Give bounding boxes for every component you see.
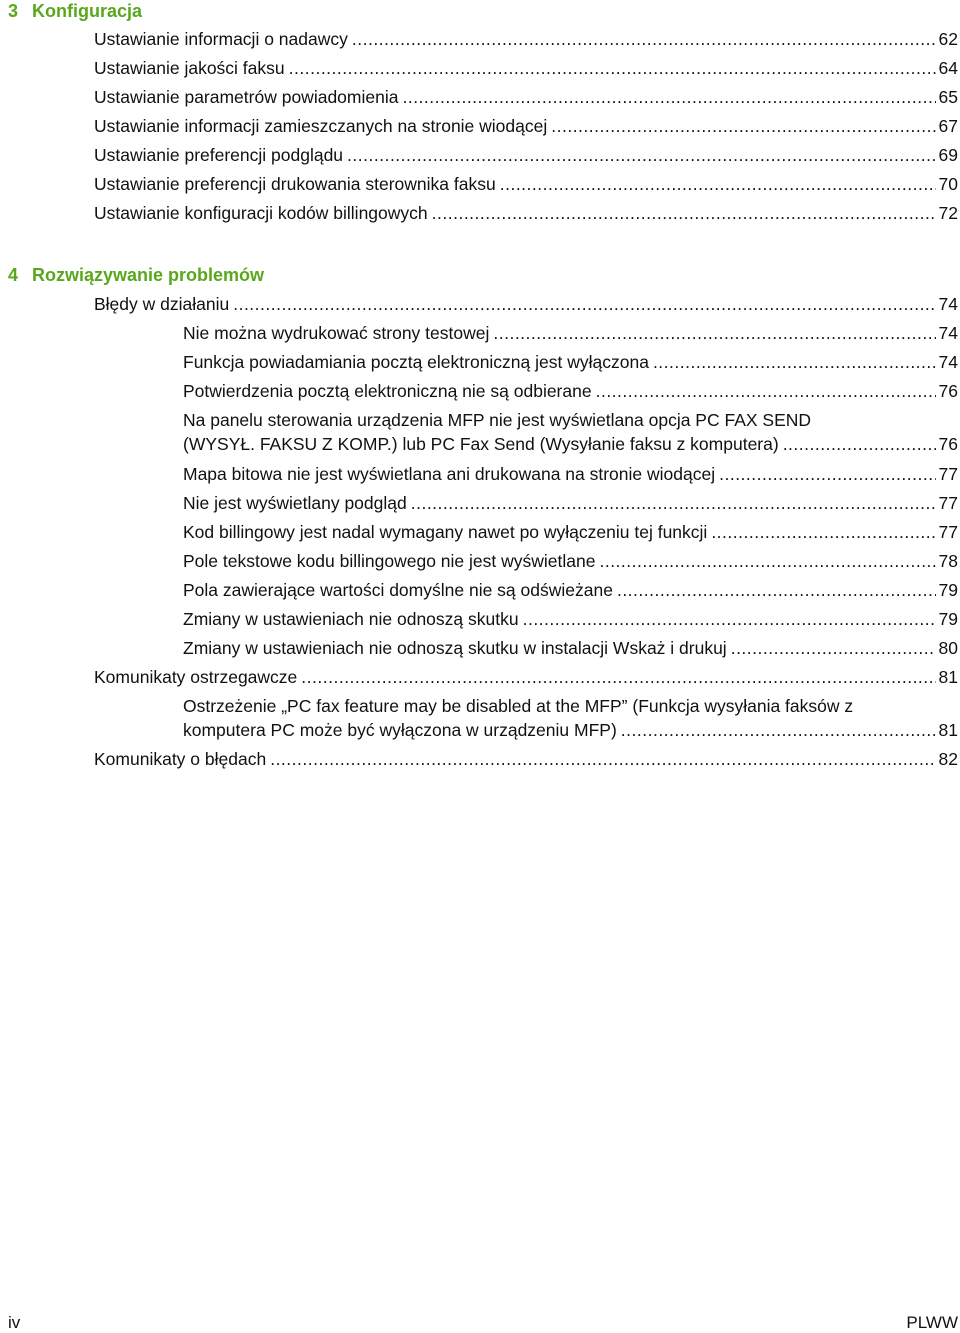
- toc-entry-page: 81: [938, 720, 958, 740]
- toc-entry-text: Ustawianie preferencji podglądu: [94, 145, 344, 165]
- toc-entry[interactable]: [94, 143, 958, 167]
- chapter-heading: [8, 0, 142, 22]
- dot-leader: [270, 747, 935, 771]
- chapter-number: 4: [8, 265, 19, 285]
- toc-entry-text: Pole tekstowe kodu billingowego nie jest wyświetlane: [183, 551, 596, 571]
- toc-entry-page: 77: [938, 464, 958, 484]
- dot-leader: [411, 491, 936, 515]
- dot-leader: [523, 607, 936, 631]
- chapter-title: Rozwiązywanie problemów: [32, 265, 265, 285]
- toc-entry-text: Potwierdzenia pocztą elektroniczną nie są odbierane: [183, 381, 592, 401]
- dot-leader: [621, 718, 936, 742]
- toc-subentry[interactable]: [183, 379, 958, 403]
- toc-entry[interactable]: [94, 56, 958, 80]
- toc-entry-page: 80: [938, 638, 958, 658]
- toc-entry[interactable]: [94, 27, 958, 51]
- toc-entry-page: 77: [938, 522, 958, 542]
- toc-entry-page: 79: [938, 609, 958, 629]
- toc-entry[interactable]: [94, 665, 958, 689]
- toc-subentry[interactable]: [183, 520, 958, 544]
- toc-entry-page: 62: [938, 29, 958, 49]
- toc-entry-text: Nie jest wyświetlany podgląd: [183, 493, 407, 513]
- toc-entry-page: 78: [938, 551, 958, 571]
- toc-entry-page: 69: [938, 145, 958, 165]
- toc-entry-text: Komunikaty o błędach: [94, 749, 267, 769]
- toc-entry-page: 81: [938, 667, 958, 687]
- dot-leader: [653, 350, 936, 374]
- toc-entry-page: 67: [938, 116, 958, 136]
- toc-subentry[interactable]: [183, 607, 958, 631]
- toc-entry-text-line1: Ostrzeżenie „PC fax feature may be disabled at the MFP” (Funkcja wysyłania faksów z: [183, 696, 854, 716]
- dot-leader: [289, 56, 936, 80]
- toc-entry-page: 76: [938, 381, 958, 401]
- footer-language-code: PLWW: [906, 1313, 958, 1332]
- toc-subentry[interactable]: [183, 491, 958, 515]
- toc-entry[interactable]: [94, 201, 958, 225]
- toc-entry-text: Nie można wydrukować strony testowej: [183, 323, 490, 343]
- toc-entry-text: Błędy w działaniu: [94, 294, 230, 314]
- toc-entry-text: Kod billingowy jest nadal wymagany nawet po wyłączeniu tej funkcji: [183, 522, 708, 542]
- dot-leader: [551, 114, 935, 138]
- toc-entry-text: Ustawianie parametrów powiadomienia: [94, 87, 399, 107]
- toc-entry-page: 77: [938, 493, 958, 513]
- toc-entry[interactable]: [94, 747, 958, 771]
- toc-entry-page: 74: [938, 352, 958, 372]
- chapter-title: Konfiguracja: [32, 1, 143, 21]
- dot-leader: [301, 665, 935, 689]
- toc-entry-text: Ustawianie preferencji drukowania sterownika faksu: [94, 174, 496, 194]
- toc-entry-page: 76: [938, 434, 958, 454]
- toc-subentry[interactable]: [183, 408, 958, 456]
- toc-entry-page: 79: [938, 580, 958, 600]
- toc-entry-text-line1: Na panelu sterowania urządzenia MFP nie jest wyświetlana opcja PC FAX SEND: [183, 410, 812, 430]
- toc-entry[interactable]: [94, 85, 958, 109]
- toc-subentry[interactable]: [183, 549, 958, 573]
- dot-leader: [719, 462, 935, 486]
- toc-entry-page: 74: [938, 294, 958, 314]
- footer-page-number: iv: [8, 1313, 21, 1332]
- toc-subentry[interactable]: [183, 694, 958, 742]
- toc-subentry[interactable]: [183, 321, 958, 345]
- dot-leader: [711, 520, 935, 544]
- dot-leader: [500, 172, 936, 196]
- toc-entry-text: Ustawianie jakości faksu: [94, 58, 285, 78]
- toc-entry-text-line2: komputera PC może być wyłączona w urządzeniu MFP): [183, 720, 617, 740]
- dot-leader: [617, 578, 936, 602]
- toc-entry[interactable]: [94, 114, 958, 138]
- toc-subentry[interactable]: [183, 636, 958, 660]
- toc-subentry[interactable]: [183, 578, 958, 602]
- toc-entry-text: Ustawianie informacji o nadawcy: [94, 29, 348, 49]
- dot-leader: [783, 432, 936, 456]
- dot-leader: [402, 85, 935, 109]
- toc-entry-text: Ustawianie konfiguracji kodów billingowych: [94, 203, 428, 223]
- chapter-heading: [8, 264, 264, 286]
- toc-entry-page: 64: [938, 58, 958, 78]
- chapter-number: 3: [8, 1, 19, 21]
- toc-entry-text: Komunikaty ostrzegawcze: [94, 667, 298, 687]
- toc-entry-text: Zmiany w ustawieniach nie odnoszą skutku w instalacji Wskaż i drukuj: [183, 638, 727, 658]
- toc-entry[interactable]: [94, 292, 958, 316]
- dot-leader: [432, 201, 936, 225]
- dot-leader: [493, 321, 935, 345]
- toc-entry-text: Mapa bitowa nie jest wyświetlana ani drukowana na stronie wiodącej: [183, 464, 716, 484]
- toc-entry-text: Pola zawierające wartości domyślne nie są odświeżane: [183, 580, 613, 600]
- toc-entry-page: 74: [938, 323, 958, 343]
- dot-leader: [599, 549, 935, 573]
- toc-entry-text: Funkcja powiadamiania pocztą elektroniczną jest wyłączona: [183, 352, 649, 372]
- toc-subentry[interactable]: [183, 462, 958, 486]
- toc-entry-text-line2: (WYSYŁ. FAKSU Z KOMP.) lub PC Fax Send (Wysyłanie faksu z komputera): [183, 434, 779, 454]
- toc-entry-text: Ustawianie informacji zamieszczanych na stronie wiodącej: [94, 116, 548, 136]
- dot-leader: [233, 292, 935, 316]
- toc-entry-page: 72: [938, 203, 958, 223]
- toc-entry-page: 65: [938, 87, 958, 107]
- toc-entry-page: 70: [938, 174, 958, 194]
- toc-entry-page: 82: [938, 749, 958, 769]
- dot-leader: [347, 143, 935, 167]
- dot-leader: [352, 27, 936, 51]
- toc-entry-text: Zmiany w ustawieniach nie odnoszą skutku: [183, 609, 519, 629]
- dot-leader: [596, 379, 936, 403]
- toc-subentry[interactable]: [183, 350, 958, 374]
- toc-entry[interactable]: [94, 172, 958, 196]
- dot-leader: [731, 636, 936, 660]
